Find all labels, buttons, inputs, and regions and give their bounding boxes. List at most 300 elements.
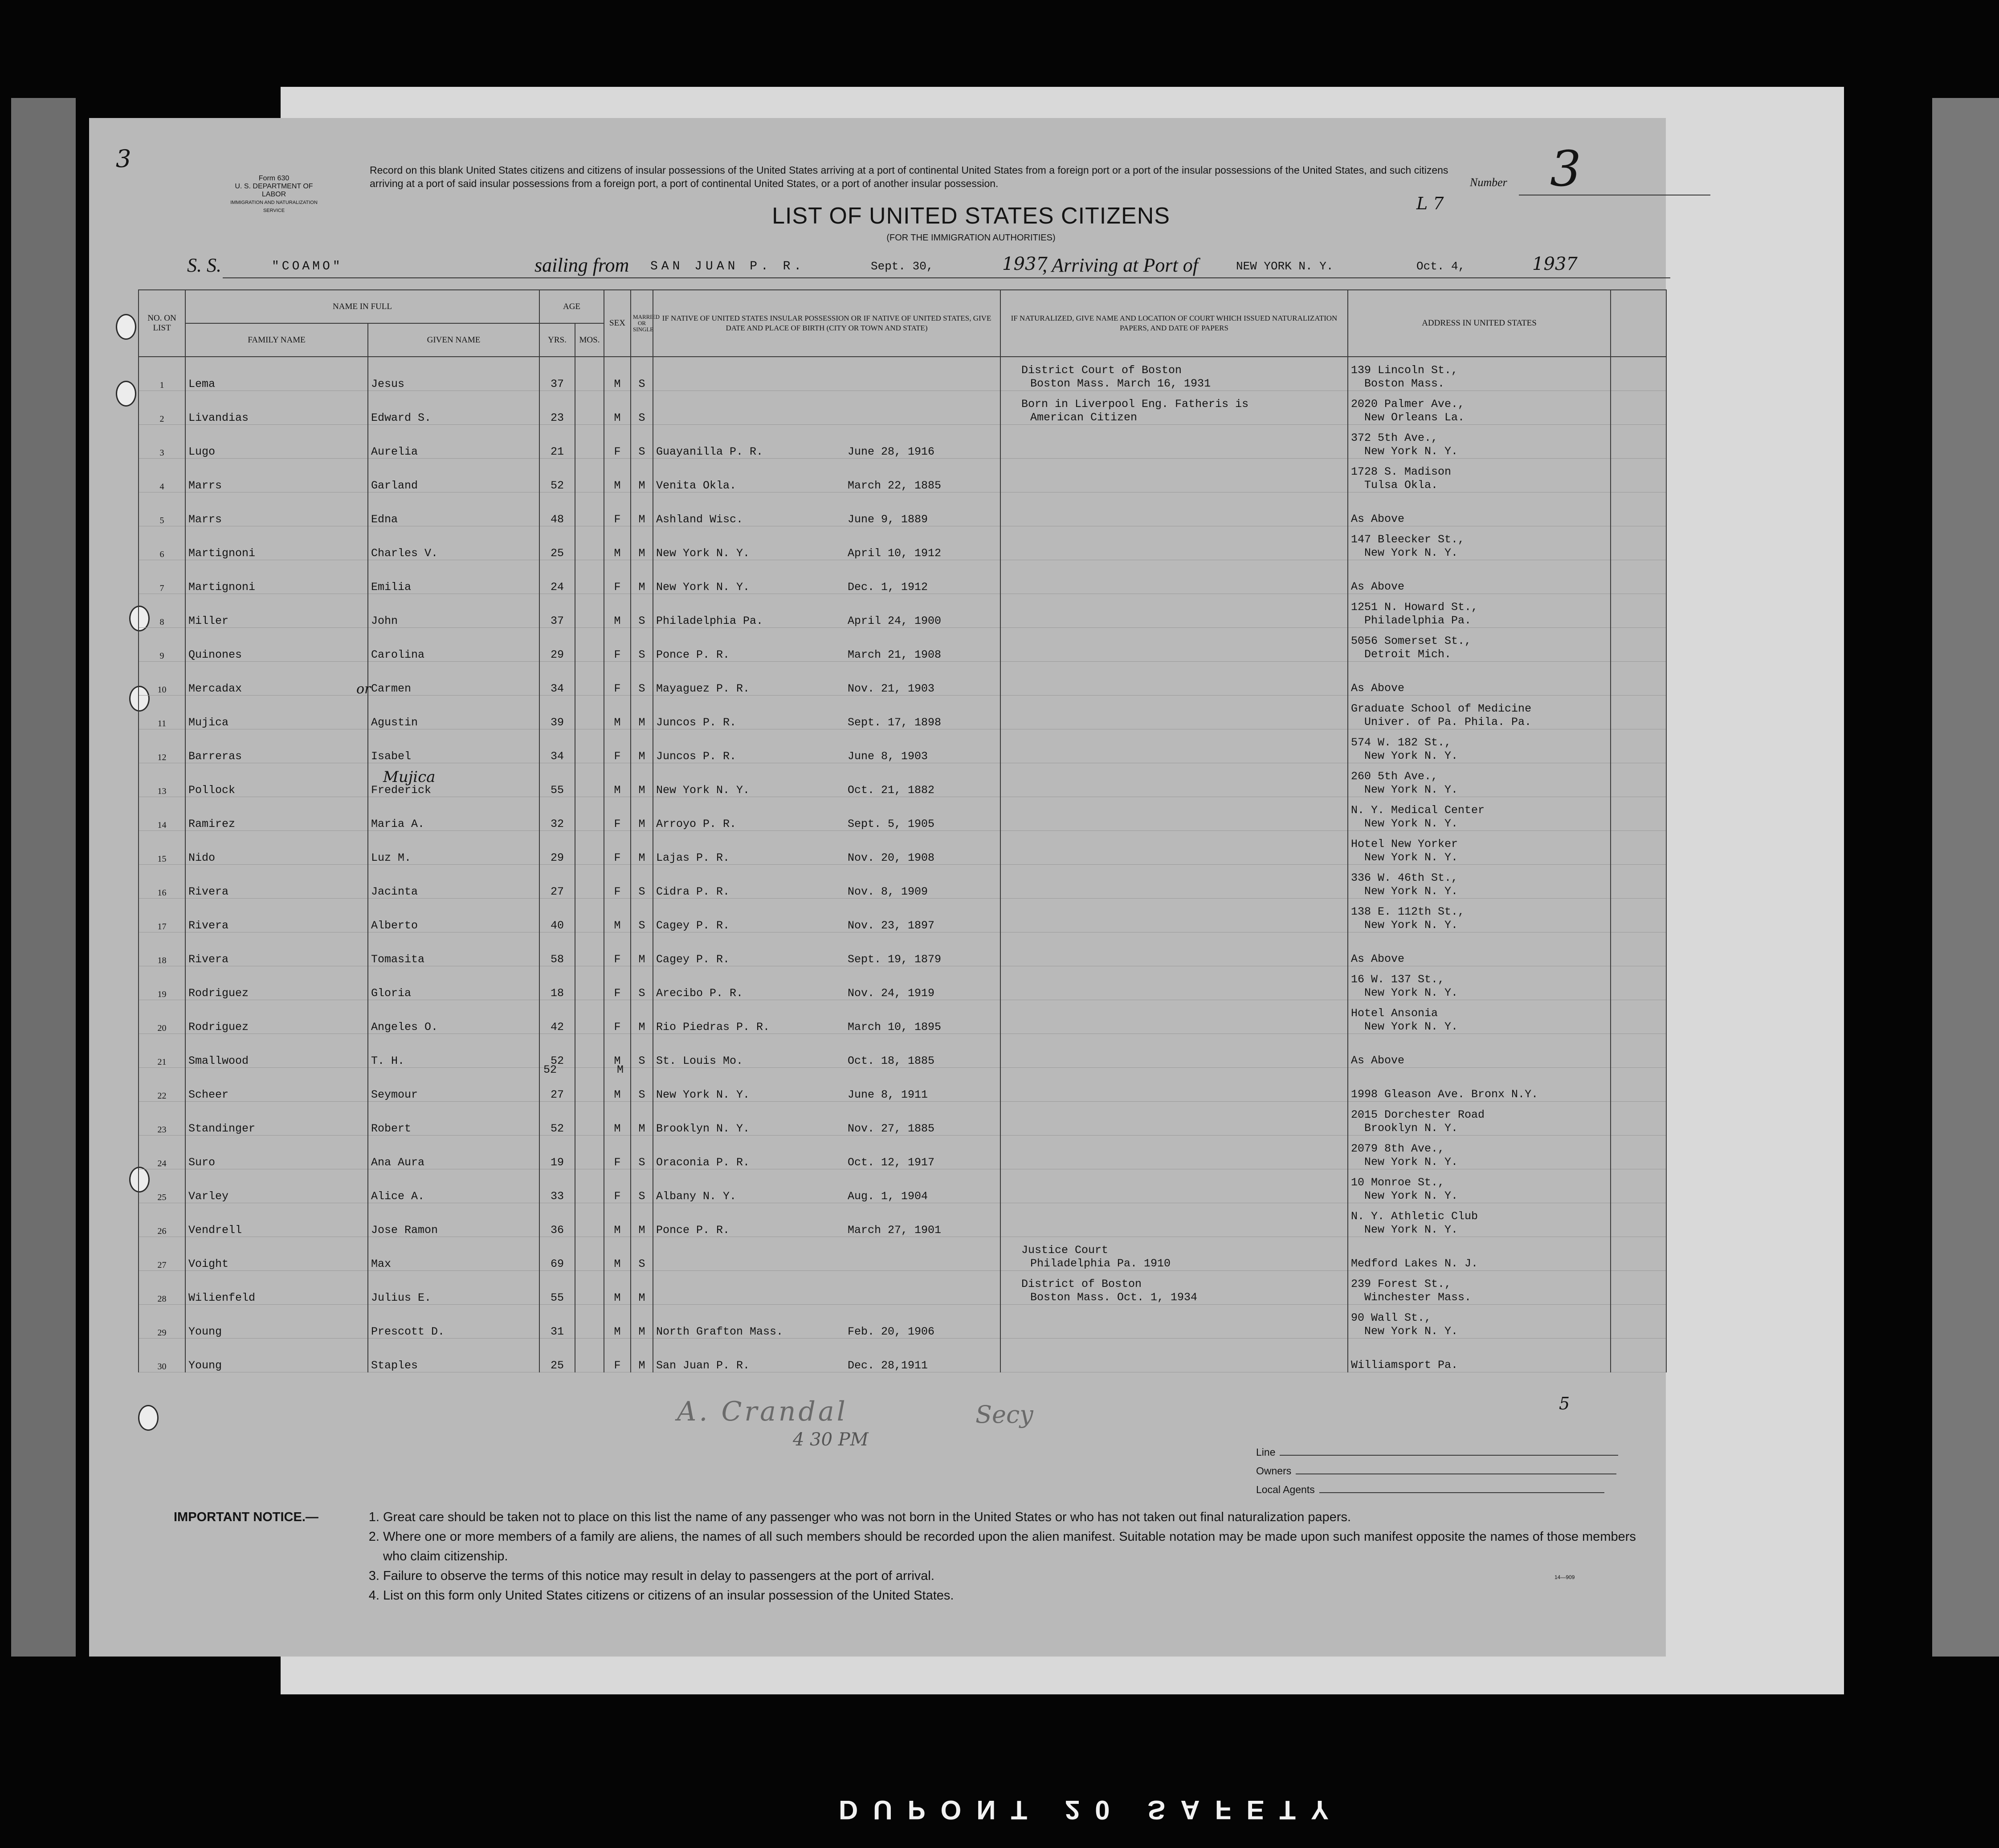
print-code: 14—909 [1554,1574,1575,1580]
given-name: Maria A. [368,797,539,831]
birth-place: Philadelphia Pa. [656,615,763,627]
marital-status: M [631,831,653,865]
address-line2: New York N. Y. [1364,749,1458,762]
birth-date: Oct. 21, 1882 [848,784,935,797]
passenger-row [139,797,1666,831]
address [1348,729,1611,763]
address [1348,899,1611,932]
sex: F [604,628,631,662]
col-header-address: ADDRESS IN UNITED STATES [1348,290,1611,357]
passenger-row [139,1237,1666,1271]
list-number: 27 [139,1237,185,1271]
list-number: 16 [139,865,185,899]
list-number: 14 [139,797,185,831]
given-name: Tomasita [368,932,539,966]
age-months [575,459,604,493]
age-months [575,1305,604,1339]
list-number: 24 [139,1136,185,1169]
department-name: U. S. DEPARTMENT OF LABOR [235,183,313,198]
film-strip-left [11,98,76,1657]
naturalization-info-line1: Born in Liverpool Eng. Fatheris is [1021,398,1249,411]
naturalization-info [1000,1203,1348,1237]
age-months [575,560,604,594]
birth-place: New York N. Y. [656,547,750,560]
birth-place: New York N. Y. [656,784,750,797]
address [1348,797,1611,831]
given-name: Agustin [368,696,539,729]
arrival-port: NEW YORK N. Y. [1236,260,1334,273]
passenger-row [139,1271,1666,1305]
given-name: Staples [368,1339,539,1372]
marital-status: S [631,425,653,459]
address-line2: Philadelphia Pa. [1364,614,1472,627]
sex: F [604,729,631,763]
blank-cell [1611,628,1666,662]
family-name: Vendrell [185,1203,368,1237]
list-number: 10 [139,662,185,696]
blank-cell [1611,899,1666,932]
passenger-row [139,899,1666,932]
address-line1: 16 W. 137 St., [1351,973,1445,986]
address-line2: New York N. Y. [1364,445,1458,458]
passenger-row [139,526,1666,560]
list-title: LIST OF UNITED STATES CITIZENS [772,203,1170,229]
birth-place: Juncos P. R. [656,716,737,729]
address-line2: Univer. of Pa. Phila. Pa. [1364,716,1532,729]
age-months [575,966,604,1000]
given-name: Julius E. [368,1271,539,1305]
birth-place: Arroyo P. R. [656,818,737,830]
list-number: 6 [139,526,185,560]
address-line2: New York N. Y. [1364,1020,1458,1033]
marital-status: S [631,966,653,1000]
naturalization-info [1000,1237,1348,1271]
naturalization-info [1000,797,1348,831]
birth-info [653,696,1000,729]
ship-name: "COAMO" [272,260,343,273]
address-line1: 139 Lincoln St., [1351,364,1458,377]
birth-place: San Juan P. R. [656,1359,750,1372]
age-months [575,662,604,696]
list-number: 28 [139,1271,185,1305]
list-number: 11 [139,696,185,729]
naturalization-info-line1: Justice Court [1021,1244,1109,1257]
marital-status: S [631,899,653,932]
time-note: 4 30 PM [793,1429,869,1450]
passenger-table [138,289,1667,1372]
list-number: 3 [1550,140,1581,197]
naturalization-info [1000,1305,1348,1339]
naturalization-info [1000,459,1348,493]
family-name: Rivera [185,865,368,899]
manifest-page [89,118,1666,1657]
col-header-name: NAME IN FULL [185,290,539,323]
notice-heading: IMPORTANT NOTICE.— [174,1510,318,1524]
passenger-row [139,1000,1666,1034]
birth-info [653,1271,1000,1305]
arrival-date: Oct. 4, [1416,260,1465,273]
age-months [575,1034,604,1068]
list-number: 3 [139,425,185,459]
passenger-row [139,831,1666,865]
sex: F [604,932,631,966]
birth-info [653,1203,1000,1237]
family-name: Wilienfeld [185,1271,368,1305]
address-line1: As Above [1351,580,1405,593]
form-number: Form 630 [258,175,290,182]
sex: F [604,966,631,1000]
given-name: Garland [368,459,539,493]
age-months [575,865,604,899]
address [1348,662,1611,696]
age-months [575,729,604,763]
sex: M [604,459,631,493]
birth-place: Ponce P. R. [656,648,730,661]
family-name: Smallwood [185,1034,368,1068]
service-name: IMMIGRATION AND NATURALIZATION SERVICE [230,200,318,213]
age-months [575,594,604,628]
blank-cell [1611,493,1666,526]
address-line1: Graduate School of Medicine [1351,702,1532,715]
naturalization-info-line2: American Citizen [1030,411,1138,424]
list-number: 8 [139,594,185,628]
sex: F [604,797,631,831]
address-line1: 2020 Palmer Ave., [1351,398,1465,411]
family-name: Marrs [185,459,368,493]
handwritten-surname: Mujica [383,768,436,786]
signature-block [1256,1443,1618,1499]
age-years: 34 [539,729,575,763]
birth-place: St. Louis Mo. [656,1054,743,1067]
birth-place: New York N. Y. [656,1088,750,1101]
sex: M [604,391,631,425]
blank-cell [1611,729,1666,763]
punch-hole [138,1405,159,1431]
sex: F [604,1000,631,1034]
age-years: 25 [539,1339,575,1372]
corner-mark: 3 [116,145,131,173]
list-number: 29 [139,1305,185,1339]
naturalization-info [1000,831,1348,865]
naturalization-info [1000,425,1348,459]
birth-date: March 21, 1908 [848,648,942,661]
address-line2: Winchester Mass. [1364,1291,1472,1304]
address-line2: New York N. Y. [1364,851,1458,864]
age-months [575,425,604,459]
birth-date: Oct. 12, 1917 [848,1156,935,1169]
naturalization-info [1000,729,1348,763]
passenger-row [139,425,1666,459]
passenger-row [139,1339,1666,1372]
birth-info [653,357,1000,391]
address-line2: New York N. Y. [1364,1325,1458,1338]
birth-info [653,1169,1000,1203]
given-name: Jesus [368,357,539,391]
blank-cell [1611,594,1666,628]
passenger-row [139,459,1666,493]
list-number: 30 [139,1339,185,1372]
address-line2: New York N. Y. [1364,1189,1458,1202]
birth-date: Sept. 5, 1905 [848,818,935,830]
marital-status: M [631,932,653,966]
birth-info [653,1237,1000,1271]
address [1348,1068,1611,1102]
list-number: 21 [139,1034,185,1068]
family-name: Young [185,1339,368,1372]
age-years: 29 [539,831,575,865]
address-line1: N. Y. Athletic Club [1351,1210,1478,1223]
address-line1: 10 Monroe St., [1351,1176,1445,1189]
birth-info [653,459,1000,493]
address-line2: New York N. Y. [1364,783,1458,796]
naturalization-info [1000,1034,1348,1068]
sex: F [604,493,631,526]
naturalization-info [1000,493,1348,526]
family-name: Marrs [185,493,368,526]
age-months [575,526,604,560]
col-header-given: GIVEN NAME [368,323,539,357]
age-years: 55 [539,1271,575,1305]
address-line1: 2079 8th Ave., [1351,1142,1445,1155]
age-years: 31 [539,1305,575,1339]
passenger-row [139,729,1666,763]
address-line2: New York N. Y. [1364,885,1458,898]
blank-cell [1611,1068,1666,1102]
age-months [575,1169,604,1203]
address-line1: 5056 Somerset St., [1351,635,1472,647]
family-name: Miller [185,594,368,628]
address [1348,1339,1611,1372]
list-number: 18 [139,932,185,966]
blank-cell [1611,1305,1666,1339]
col-header-yrs: YRS. [539,323,575,357]
line-label: Line [1256,1446,1276,1458]
row21-sex-correction: M [617,1063,624,1076]
family-name: Ramirez [185,797,368,831]
list-number: 9 [139,628,185,662]
marital-status: S [631,357,653,391]
age-months [575,1237,604,1271]
age-months [575,1271,604,1305]
family-name: Lugo [185,425,368,459]
given-name: Aurelia [368,425,539,459]
passenger-rows [139,357,1666,1372]
address-line1: 1728 S. Madison [1351,465,1452,478]
address [1348,1034,1611,1068]
departure-port: SAN JUAN P. R. [650,260,805,273]
address-line1: 239 Forest St., [1351,1278,1452,1290]
given-name: Jose Ramon [368,1203,539,1237]
age-months [575,357,604,391]
birth-place: Ashland Wisc. [656,513,743,526]
list-subtitle: (FOR THE IMMIGRATION AUTHORITIES) [886,233,1056,243]
age-years: 58 [539,932,575,966]
marital-status: S [631,1034,653,1068]
birth-info [653,831,1000,865]
address-line2: New York N. Y. [1364,546,1458,559]
birth-date: Nov. 24, 1919 [848,987,935,1000]
family-name: Lema [185,357,368,391]
passenger-row [139,1068,1666,1102]
handwritten-correction: or [356,681,371,697]
sex: M [604,763,631,797]
marital-status: M [631,560,653,594]
address-line2: Tulsa Okla. [1364,479,1438,492]
col-header-naturalization: IF NATURALIZED, GIVE NAME AND LOCATION OF COURT WHICH ISSUED NATURALIZATION PAPERS, AND DATE OF PAPERS [1000,290,1348,357]
address [1348,1169,1611,1203]
age-years: 25 [539,526,575,560]
address [1348,1305,1611,1339]
birth-date: Nov. 27, 1885 [848,1122,935,1135]
birth-date: April 24, 1900 [848,615,942,627]
marital-status: S [631,1068,653,1102]
age-months [575,628,604,662]
list-number: 25 [139,1169,185,1203]
birth-date: April 10, 1912 [848,547,942,560]
birth-info [653,932,1000,966]
address-line1: N. Y. Medical Center [1351,804,1485,817]
list-number: 26 [139,1203,185,1237]
birth-place: Rio Piedras P. R. [656,1021,770,1034]
voyage-rule [223,277,1670,278]
naturalization-info [1000,526,1348,560]
address-line1: 2015 Dorchester Road [1351,1108,1485,1121]
given-name: Prescott D. [368,1305,539,1339]
age-months [575,831,604,865]
birth-place: New York N. Y. [656,581,750,594]
arrival-year: 1937 [1532,254,1578,274]
age-months [575,1000,604,1034]
naturalization-info-line1: District of Boston [1021,1278,1142,1290]
naturalization-info [1000,966,1348,1000]
passenger-row [139,763,1666,797]
family-name: Rodriguez [185,1000,368,1034]
address [1348,696,1611,729]
naturalization-info [1000,391,1348,425]
birth-place: Juncos P. R. [656,750,737,763]
given-name: Carmen [368,662,539,696]
list-number: 5 [139,493,185,526]
address [1348,1271,1611,1305]
form-preamble: Record on this blank United States citizens and citizens of insular possessions of the United States arriving at a port of continental United States from a foreign port or a port of the insular possessions of the United States, and such citizens arriving at a port of said insular possessions from a foreign port, a port of continental United States, or a port of another insular possession. [370,164,1448,189]
marital-status: M [631,1203,653,1237]
blank-cell [1611,1203,1666,1237]
given-name: Gloria [368,966,539,1000]
punch-hole [116,314,136,340]
age-months [575,1136,604,1169]
address-line1: As Above [1351,952,1405,965]
naturalization-info [1000,1169,1348,1203]
address [1348,594,1611,628]
marital-status: S [631,865,653,899]
birth-info [653,1136,1000,1169]
sex: M [604,1034,631,1068]
sex: M [604,1237,631,1271]
naturalization-info [1000,1271,1348,1305]
family-name: Suro [185,1136,368,1169]
address-line1: Williamsport Pa. [1351,1359,1458,1372]
blank-cell [1611,797,1666,831]
birth-info [653,662,1000,696]
family-name: Martignoni [185,526,368,560]
given-name: Luz M. [368,831,539,865]
passenger-row [139,594,1666,628]
blank-cell [1611,425,1666,459]
punch-hole [116,381,136,407]
birth-place: Cagey P. R. [656,919,730,932]
given-name: Alice A. [368,1169,539,1203]
list-number: 23 [139,1102,185,1136]
sex: M [604,1102,631,1136]
birth-info [653,391,1000,425]
page-mark: L 7 [1416,194,1444,213]
blank-cell [1611,1271,1666,1305]
naturalization-info [1000,560,1348,594]
address [1348,459,1611,493]
address-line1: 372 5th Ave., [1351,431,1438,444]
naturalization-info [1000,1068,1348,1102]
marital-status: S [631,1136,653,1169]
sex: M [604,594,631,628]
address [1348,628,1611,662]
family-name: Martignoni [185,560,368,594]
age-years: 33 [539,1169,575,1203]
birth-info [653,1068,1000,1102]
list-number: 1 [139,357,185,391]
passenger-row [139,932,1666,966]
purser-signature: A. Crandal [677,1396,848,1427]
blank-cell [1611,1237,1666,1271]
naturalization-info [1000,763,1348,797]
arriving-label: , Arriving at Port of [1042,254,1198,276]
address [1348,1000,1611,1034]
address [1348,763,1611,797]
address-line1: As Above [1351,1054,1405,1067]
marital-status: S [631,594,653,628]
marital-status: S [631,1237,653,1271]
address [1348,526,1611,560]
naturalization-info [1000,932,1348,966]
passenger-row [139,1169,1666,1203]
birth-info [653,797,1000,831]
family-name: Quinones [185,628,368,662]
blank-cell [1611,1102,1666,1136]
list-number: 12 [139,729,185,763]
family-name: Varley [185,1169,368,1203]
marital-status: S [631,662,653,696]
notice-item: 3. Failure to observe the terms of this notice may result in delay to passengers at the port of arrival. [383,1566,1661,1586]
naturalization-info [1000,1339,1348,1372]
passenger-row [139,865,1666,899]
family-name: Young [185,1305,368,1339]
marital-status: M [631,763,653,797]
naturalization-info-line2: Boston Mass. Oct. 1, 1934 [1030,1291,1198,1304]
birth-info [653,865,1000,899]
ship-label: S. S. [187,254,221,276]
blank-cell [1611,526,1666,560]
age-years: 24 [539,560,575,594]
marital-status: M [631,696,653,729]
address [1348,966,1611,1000]
given-name: Robert [368,1102,539,1136]
passenger-row [139,560,1666,594]
address [1348,1102,1611,1136]
passenger-row [139,357,1666,391]
marital-status: M [631,459,653,493]
address-line2: New York N. Y. [1364,1223,1458,1236]
address-line2: Boston Mass. [1364,377,1445,390]
list-number: 17 [139,899,185,932]
